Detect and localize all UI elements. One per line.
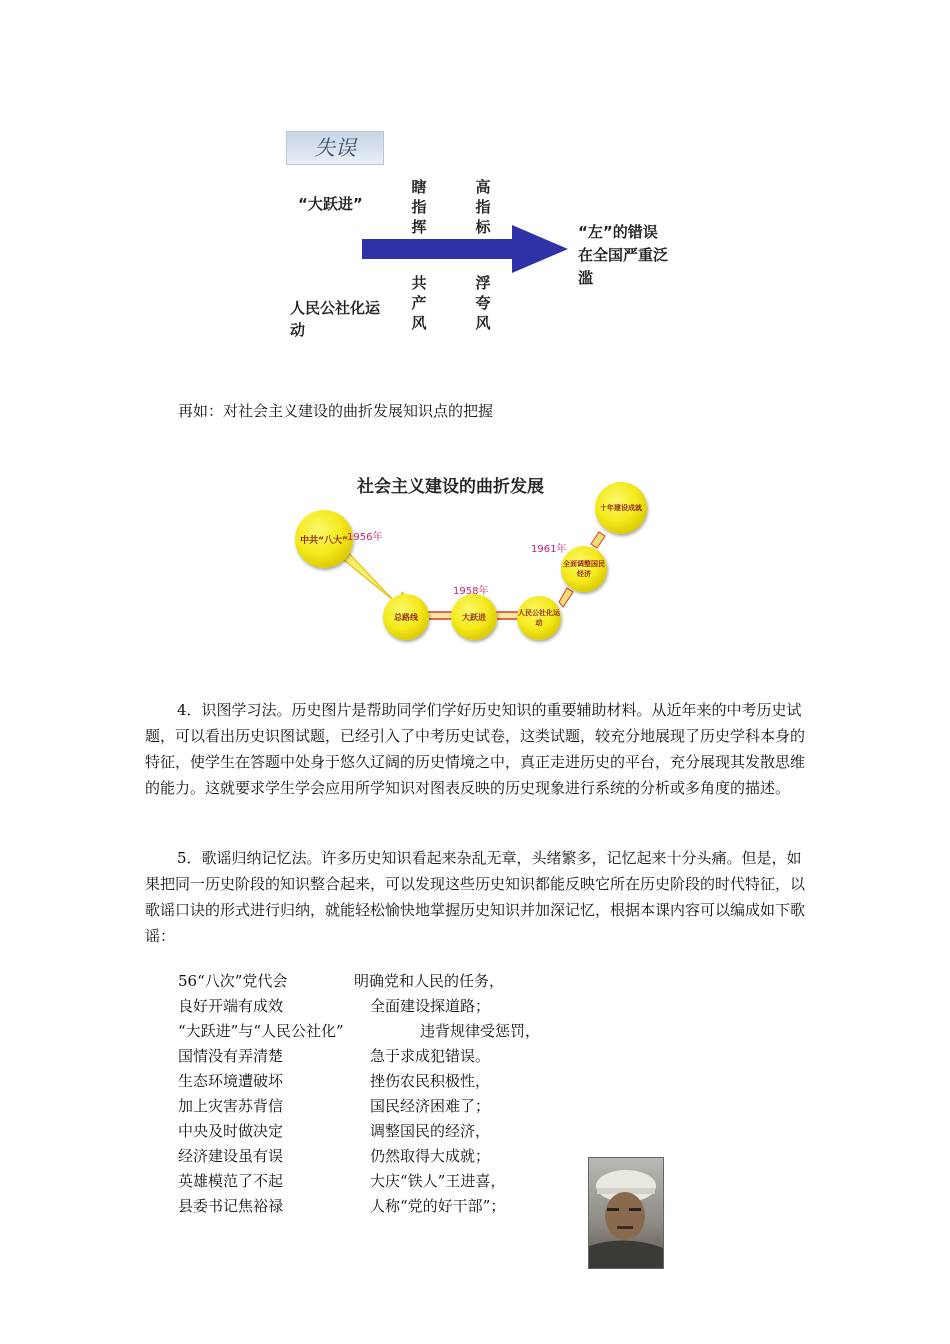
- communism-wind-label: 共产风: [411, 274, 427, 332]
- node-commune: 人民公社化运动: [517, 596, 561, 640]
- poem-line: 英雄模范了不起 大庆“铁人”王进喜，: [178, 1172, 506, 1190]
- node-ten-year: 十年建设成就: [595, 482, 647, 534]
- mistakes-diagram: [280, 125, 669, 350]
- poem-line: “大跃进”与“人民公社化” 违背规律受惩罚，: [178, 1022, 541, 1040]
- poem-line: 56“八次”党代会 明确党和人民的任务，: [178, 972, 505, 990]
- poem-line: 良好开端有成效 全面建设探道路；: [178, 997, 491, 1015]
- node-adjustment: 全面调整国民经济: [561, 546, 607, 592]
- left-error-result: “左”的错误在全国严重泛滥: [578, 223, 669, 287]
- node-great-leap: 大跃进: [451, 594, 497, 640]
- portrait-photo: [588, 1157, 664, 1269]
- year-1956: 1956年: [347, 532, 383, 543]
- exaggeration-wind-label: 浮夸风: [475, 274, 491, 332]
- right-arrow-shape: [362, 223, 572, 275]
- year-1961: 1961年: [531, 544, 567, 555]
- poem-line: 县委书记焦裕禄 人称“党的好干部”；: [178, 1197, 506, 1215]
- poem-line: 生态环境遭破坏 挫伤农民积极性，: [178, 1072, 491, 1090]
- portrait-illustration: [589, 1158, 663, 1268]
- node-general-line: 总路线: [383, 594, 429, 640]
- commune-label: 人民公社化运动: [290, 299, 381, 339]
- poem-line: 加上灾害苏背信 国民经济困难了；: [178, 1097, 491, 1115]
- poem-line: 经济建设虽有误 仍然取得大成就；: [178, 1147, 491, 1165]
- node-eighth-congress: 中共“八大”: [295, 510, 353, 568]
- poem-line: 国情没有弄清楚 急于求成犯错误。: [178, 1047, 491, 1065]
- development-curve-figure: [285, 462, 665, 647]
- diagram-title: 失误: [286, 131, 384, 165]
- intro-line: 再如：对社会主义建设的曲折发展知识点的把握: [178, 402, 494, 420]
- paragraph-4: 4．识图学习法。历史图片是帮助同学们学好历史知识的重要辅助材料。从近年来的中考历史试题，可以看出历史识图试题，已经引入了中考历史试卷，这类试题，较充分地展现了历史学科本身的特征，使学生在答题中处身于悠久辽阔的历史情境之中，真正走进历史的平台，充分展现其发散思维的能力。这就要求学生学会应用所学知识对图表反映的历史现象进行系统的分析或多角度的描述。: [145, 701, 806, 797]
- curve-title: 社会主义建设的曲折发展: [357, 477, 544, 497]
- poem-line: 中央及时做决定 调整国民的经济，: [178, 1122, 491, 1140]
- high-targets-label: 高指标: [475, 178, 491, 236]
- great-leap-label: “大跃进”: [298, 195, 363, 213]
- paragraph-5: 5．歌谣归纳记忆法。许多历史知识看起来杂乱无章，头绪繁多，记忆起来十分头痛。但是，如果把同一历史阶段的知识整合起来，可以发现这些历史知识都能反映它所在历史阶段的时代特征，以歌谣口诀的形式进行归纳，就能轻松愉快地掌握历史知识并加深记忆，根据本课内容可以编成如下歌谣：: [145, 849, 806, 945]
- blind-command-label: 瞎指挥: [411, 178, 427, 236]
- year-1958: 1958年: [453, 586, 489, 597]
